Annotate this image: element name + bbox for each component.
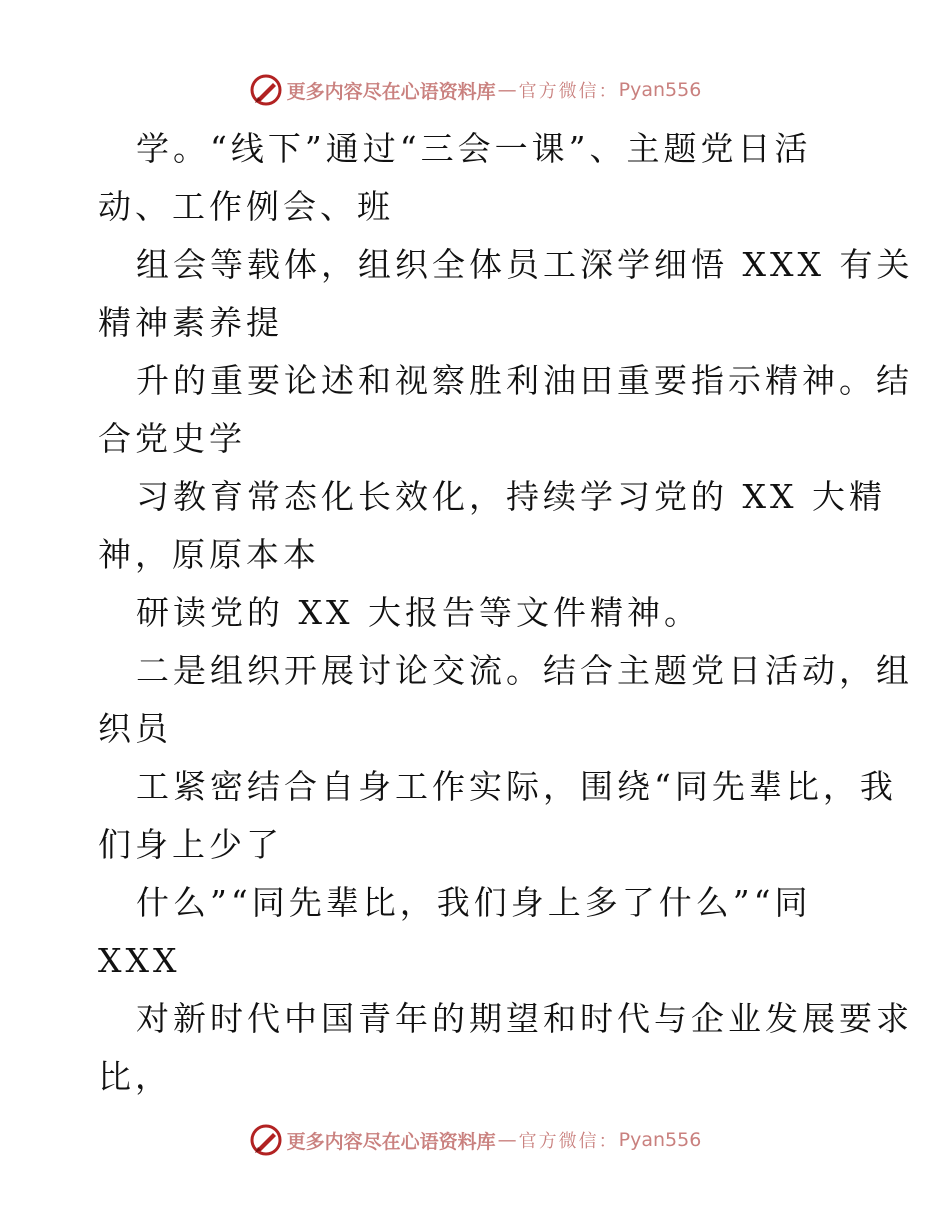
text-line: 神，原原本本 (98, 535, 320, 574)
text-line: 精神素养提 (98, 303, 283, 342)
text-line: XXX (98, 941, 181, 980)
watermark-dash: — (497, 1129, 517, 1151)
text-line: 合党史学 (98, 419, 246, 458)
text-line: 们身上少了 (98, 825, 283, 864)
text-line: 研读党的 XX 大报告等文件精神。 (136, 593, 701, 632)
text-line: 什么”“同先辈比，我们身上多了什么”“同 (136, 883, 812, 922)
pen-logo-icon (249, 73, 283, 107)
text-line: 升的重要论述和视察胜利油田重要指示精神。结 (136, 361, 913, 400)
text-line: 组会等载体，组织全体员工深学细悟 XXX 有关 (136, 245, 914, 284)
document-body (98, 120, 914, 1106)
watermark-wechat-label: 官方微信： (518, 81, 619, 102)
watermark-wechat-id: Pyan556 (618, 79, 702, 101)
pen-logo-icon (249, 1123, 283, 1157)
text-line: 二是组织开展讨论交流。结合主题党日活动，组 (136, 651, 913, 690)
text-line: 学。“线下”通过“三会一课”、主题党日活 (136, 129, 812, 168)
text-line: 比， (98, 1057, 172, 1096)
watermark-slogan: 更多内容尽在心语资料库 (286, 80, 496, 103)
text-line: 织员 (98, 709, 172, 748)
watermark-wechat-label: 官方微信： (518, 1131, 619, 1152)
text-line: 动、工作例会、班 (98, 187, 394, 226)
text-line: 习教育常态化长效化，持续学习党的 XX 大精 (136, 477, 886, 516)
watermark-dash: — (497, 79, 517, 101)
text-line: 工紧密结合自身工作实际，围绕“同先辈比，我 (136, 767, 897, 806)
watermark-wechat-id: Pyan556 (618, 1129, 702, 1151)
text-line: 对新时代中国青年的期望和时代与企业发展要求 (136, 999, 913, 1038)
footer-watermark (0, 1120, 950, 1160)
watermark-slogan: 更多内容尽在心语资料库 (286, 1130, 496, 1153)
header-watermark (0, 70, 950, 110)
